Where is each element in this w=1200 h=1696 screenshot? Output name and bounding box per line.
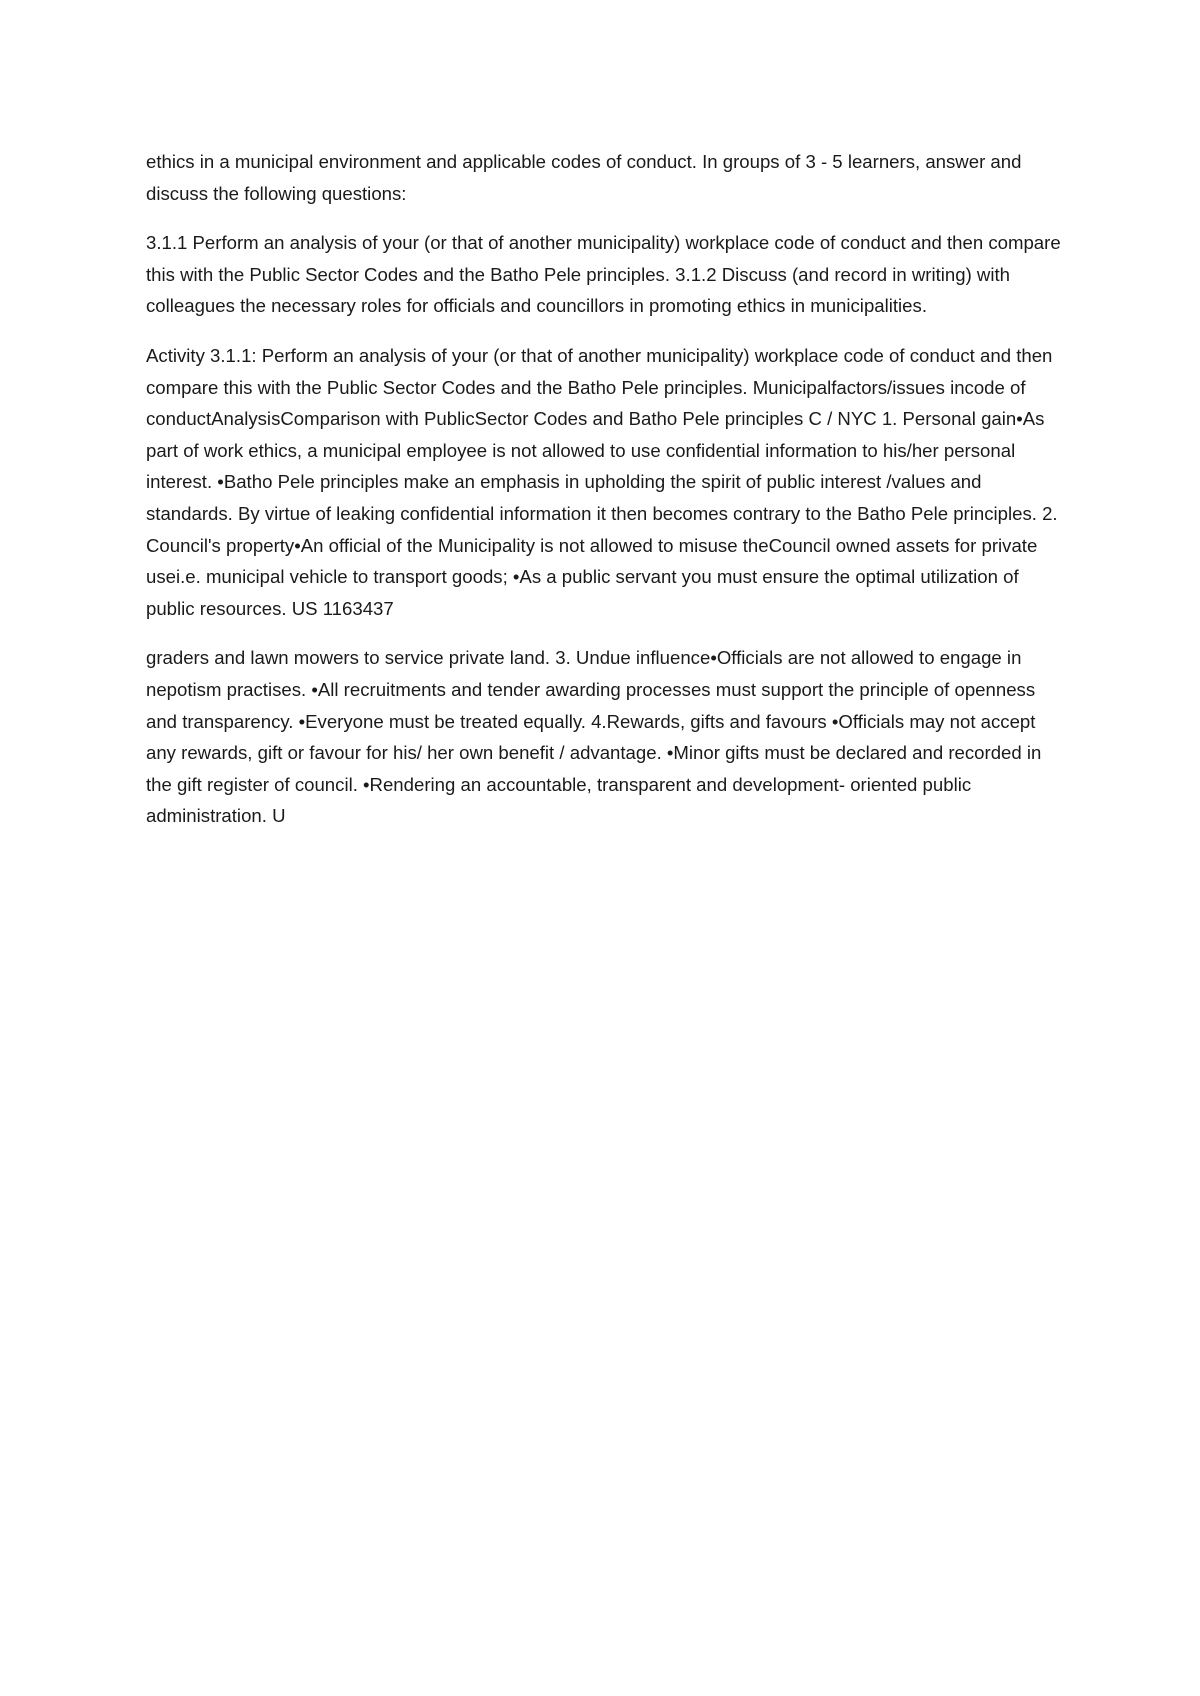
paragraph-continuation: graders and lawn mowers to service private land. 3. Undue influence•Officials are not allowed to engage in nepotism practises. •All recruitments and tender awarding processes must support the principle of openness and transparency. •Everyone must be treated equally. 4.Rewards, gifts and favours •Officials may not accept any rewards, gift or favour for his/ her own benefit / advantage. •Minor gifts must be declared and recorded in the gift register of council. •Rendering an accountable, transparent and development- oriented public administration. U (146, 647, 1042, 827)
paragraph-activity: Activity 3.1.1: Perform an analysis of your (or that of another municipality) workplace code of conduct and then compare this with the Public Sector Codes and the Batho Pele principles. Municipalfactors/issues incode of conductAnalysisComparison with PublicSector Codes and Batho Pele principles C / NYC 1. Personal gain•As part of work ethics, a municipal employee is not allowed to use confidential information to his/her personal interest. •Batho Pele principles make an emphasis in upholding the spirit of public interest /values and standards. By virtue of leaking confidential information it then becomes contrary to the Batho Pele principles. 2. Council's property•An official of the Municipality is not allowed to misuse theCouncil owned assets for private usei.e. municipal vehicle to transport goods; •As a public servant you must ensure the optimal utilization of public resources. US 1163437 (146, 344, 1058, 619)
paragraph-questions: 3.1.1 Perform an analysis of your (or that of another municipality) workplace code of conduct and then compare this with the Public Sector Codes and the Batho Pele principles. 3.1.2 Discuss (and record in writing) with colleagues the necessary roles for officials and councillors in promoting ethics in municipalities. (146, 232, 1061, 317)
paragraph-intro: ethics in a municipal environment and applicable codes of conduct. In groups of 3 - 5 learners, answer and discuss the following questions: (146, 151, 1022, 204)
document-body (146, 146, 1066, 850)
